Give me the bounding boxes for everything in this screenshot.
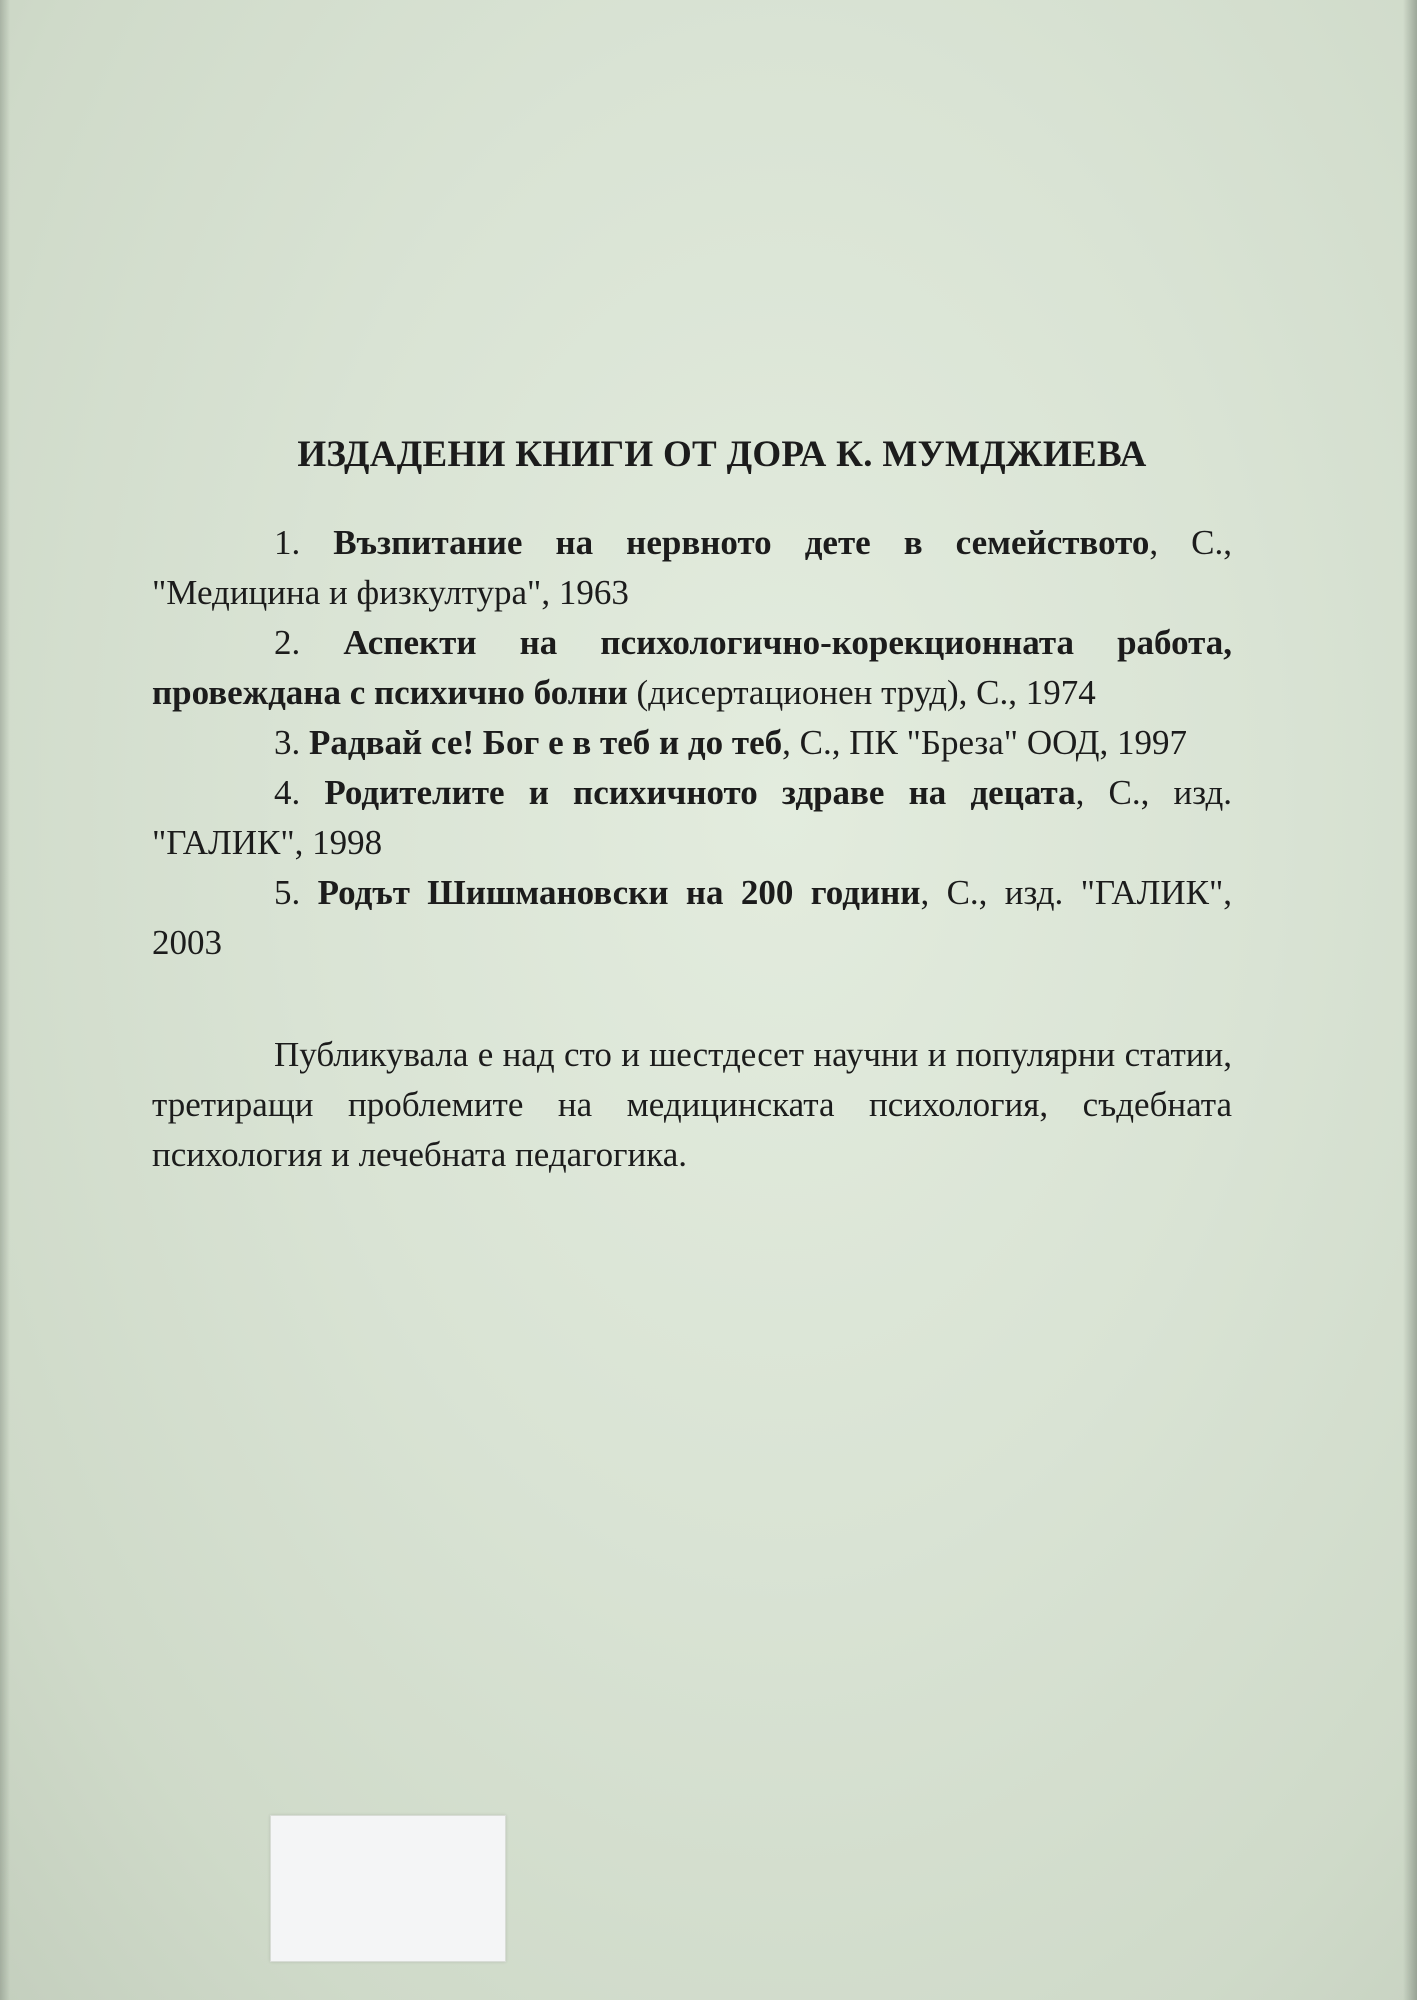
book-title: Родът Шишмановски на 200 години (317, 873, 921, 912)
book-title: Аспекти на психологично-корекционната работа, провеждана с психично болни (152, 623, 1232, 712)
book-entry (152, 618, 1232, 718)
book-details: , С., изд. "ГАЛИК", 2003 (152, 873, 1232, 962)
cover-left-edge (0, 0, 10, 2000)
book-entry (152, 718, 1232, 768)
cover-right-edge (1403, 0, 1417, 2000)
book-number: 4. (274, 773, 301, 812)
book-number: 2. (274, 623, 301, 662)
book-details: , С., "Медицина и физкултура", 1963 (152, 523, 1232, 612)
library-sticker (270, 1815, 506, 1962)
publications-section (152, 430, 1232, 1180)
book-details: (дисертационен труд), С., 1974 (627, 673, 1096, 712)
book-number: 5. (274, 873, 301, 912)
book-entry (152, 518, 1232, 618)
book-title: Родителите и психичното здраве на децата (324, 773, 1076, 812)
book-number: 1. (274, 523, 301, 562)
book-entry (152, 868, 1232, 968)
book-title: Възпитание на нервното дете в семейството (333, 523, 1150, 562)
book-details: , С., ПК "Бреза" ООД, 1997 (782, 723, 1188, 762)
book-number: 3. (274, 723, 301, 762)
publications-summary: Публикувала е над сто и шестдесет научни и популярни статии, третиращи проблемите на медицинската психология, съдебната психология и лечебната педагогика. (152, 1035, 1232, 1174)
book-entry (152, 768, 1232, 868)
book-details: , С., изд. "ГАЛИК", 1998 (152, 773, 1233, 862)
book-title: Радвай се! Бог е в теб и до теб (309, 723, 783, 762)
section-heading: ИЗДАДЕНИ КНИГИ ОТ ДОРА К. МУМДЖИЕВА (297, 434, 1147, 475)
